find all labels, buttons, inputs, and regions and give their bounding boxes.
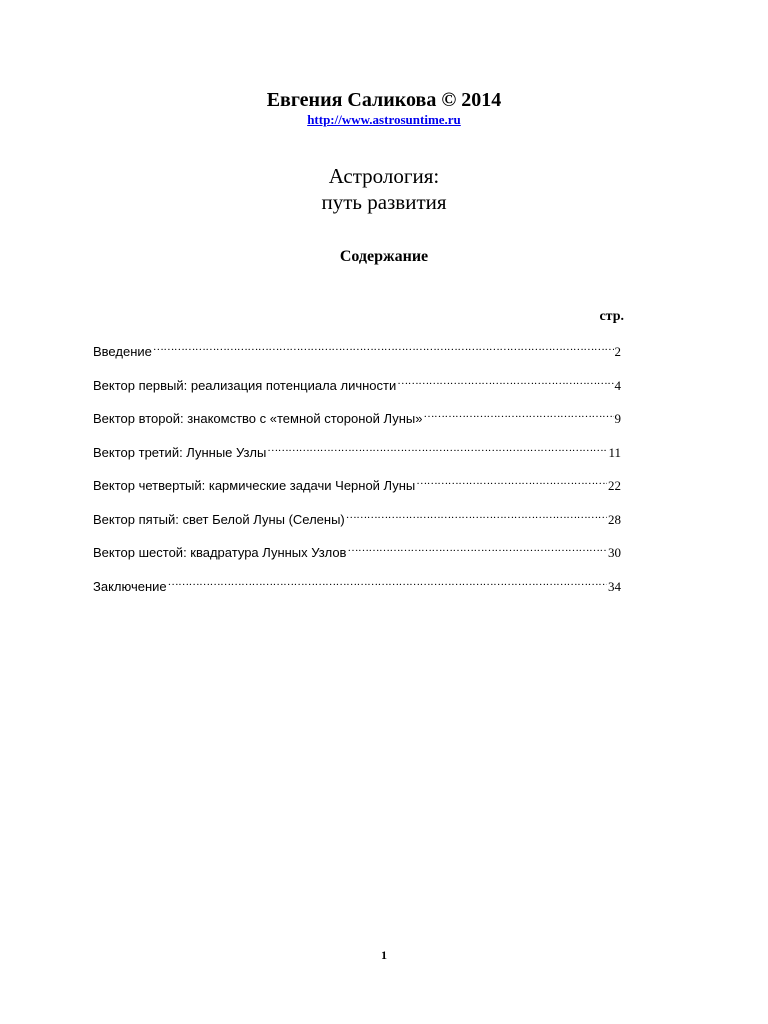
toc-leader-dots bbox=[267, 443, 607, 457]
toc-entry-label: Вектор второй: знакомство с «темной стороной Луны» bbox=[93, 411, 423, 426]
toc-entry-label: Вектор четвертый: кармические задачи Черной Луны bbox=[93, 478, 416, 493]
toc-entry[interactable] bbox=[93, 577, 621, 611]
toc-entry-page: 4 bbox=[614, 377, 621, 393]
toc-leader-dots bbox=[397, 376, 613, 390]
toc-entry[interactable] bbox=[93, 476, 621, 510]
toc-entry-label: Вектор пятый: свет Белой Луны (Селены) bbox=[93, 511, 345, 527]
toc-entry-label: Вектор первый: реализация потенциала личности bbox=[93, 377, 397, 393]
toc-leader-dots bbox=[168, 577, 607, 591]
author-line: Евгения Саликова © 2014 bbox=[266, 89, 502, 111]
website-link-container bbox=[0, 112, 768, 128]
toc-entry[interactable] bbox=[93, 510, 621, 544]
toc-entry-page: 28 bbox=[608, 511, 621, 527]
toc-leader-dots bbox=[347, 543, 607, 557]
title-line-2: путь развития bbox=[321, 190, 447, 214]
toc-entry[interactable] bbox=[93, 543, 621, 577]
toc-entry[interactable] bbox=[93, 443, 621, 477]
toc-entry[interactable] bbox=[93, 376, 621, 410]
toc-entry-label: Введение bbox=[93, 344, 152, 359]
toc-entry-page: 34 bbox=[608, 578, 621, 594]
toc-entry-label: Вектор третий: Лунные Узлы bbox=[93, 444, 267, 460]
page-column-label: стр. bbox=[599, 309, 624, 324]
toc-entry-label: Заключение bbox=[93, 578, 167, 594]
toc-leader-dots bbox=[416, 476, 607, 490]
toc-entry-page: 11 bbox=[608, 444, 621, 460]
website-link[interactable]: http://www.astrosuntime.ru bbox=[307, 112, 461, 127]
title-line-1: Астрология: bbox=[328, 164, 440, 188]
toc-leader-dots bbox=[423, 409, 613, 423]
toc-leader-dots bbox=[346, 510, 607, 524]
toc-entry-page: 30 bbox=[608, 545, 621, 560]
document-title bbox=[0, 163, 768, 215]
toc-entry-page: 2 bbox=[614, 344, 621, 359]
toc-entry[interactable] bbox=[93, 342, 621, 376]
toc-entry-label: Вектор шестой: квадратура Лунных Узлов bbox=[93, 545, 347, 560]
toc-leader-dots bbox=[153, 342, 614, 356]
toc-entry-page: 22 bbox=[608, 478, 621, 493]
page-number: 1 bbox=[381, 948, 387, 962]
toc-entry[interactable] bbox=[93, 409, 621, 443]
toc-entry-page: 9 bbox=[614, 411, 621, 426]
table-of-contents bbox=[93, 342, 621, 610]
contents-heading: Содержание bbox=[339, 248, 429, 265]
